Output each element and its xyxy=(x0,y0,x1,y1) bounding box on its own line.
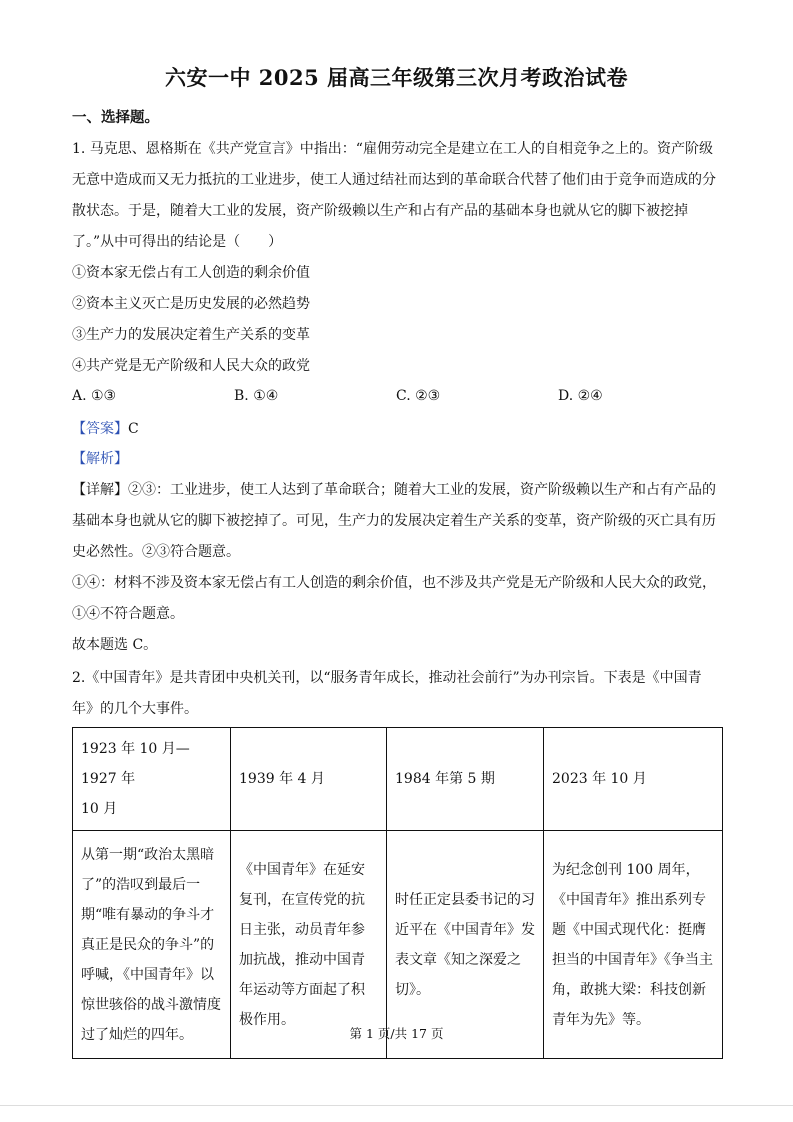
q1-detail-line: ①④：材料不涉及资本家无偿占有工人创造的剩余价值，也不涉及共产党是无产阶级和人民大众的政党， xyxy=(72,575,716,591)
table-header-row xyxy=(73,728,723,831)
table-cell: 为纪念创刊 100 周年，《中国青年》推出系列专题《中国式现代化：挺膺担当的中国青年》《争当主角，敢挑大梁：科技创新青年为先》等。 xyxy=(544,831,723,1059)
q1-stem-line: 散状态。于是，随着大工业的发展，资产阶级赖以生产和占有产品的基础本身也就从它的脚下被挖掉 xyxy=(72,203,688,219)
section-heading: 一、选择题。 xyxy=(72,109,159,126)
table-cell: 《中国青年》在延安复刊，在宣传党的抗日主张，动员青年参加抗战，推动中国青年运动等方面起了积极作用。 xyxy=(231,831,387,1059)
detail-label: 【详解】 xyxy=(72,482,128,498)
answer-label: 【答案】 xyxy=(72,421,128,437)
q1-answer xyxy=(72,414,724,445)
page-title: 六安一中 2025 届高三年级第三次月考政治试卷 xyxy=(164,65,629,90)
q1-statement: ④共产党是无产阶级和人民大众的政党 xyxy=(72,358,310,374)
table-header-cell: 1984 年第 5 期 xyxy=(387,728,544,831)
table-header-cell: 1939 年 4 月 xyxy=(231,728,387,831)
table-header-cell: 1923 年 10 月—1927 年 10 月 xyxy=(73,728,231,831)
q1-statement: ①资本家无偿占有工人创造的剩余价值 xyxy=(72,265,310,281)
q1-stem-line: 无意中造成而又无力抵抗的工业进步，使工人通过结社而达到的革命联合代替了他们由于竞争而造成的分 xyxy=(72,172,716,188)
q1-stem-line: 1. 马克思、恩格斯在《共产党宣言》中指出：“雇佣劳动完全是建立在工人的自相竞争之上的。资产阶级 xyxy=(72,141,713,157)
q1-option-c: C. ②③ xyxy=(396,388,441,404)
q2-stem-line: 2.《中国青年》是共青团中央机关刊，以“服务青年成长，推动社会前行”为办刊宗旨。下表是《中国青 xyxy=(72,670,702,686)
table-cell: 从第一期“政治太黑暗了”的浩叹到最后一期“唯有暴动的争斗才真正是民众的争斗”的呼喊，《中国青年》以惊世骇俗的战斗激情度过了灿烂的四年。 xyxy=(73,831,231,1059)
q1-option-a: A. ①③ xyxy=(72,388,117,404)
analysis-label: 【解析】 xyxy=(72,451,128,467)
q1-detail-line: 史必然性。②③符合题意。 xyxy=(72,544,240,560)
q1-detail-line: 基础本身也就从它的脚下被挖掉了。可见，生产力的发展决定着生产关系的变革，资产阶级的灭亡具有历 xyxy=(72,513,716,529)
q1-statement: ②资本主义灭亡是历史发展的必然趋势 xyxy=(72,296,310,312)
q1-option-b: B. ①④ xyxy=(234,388,279,404)
page-footer: 第 1 页/共 17 页 xyxy=(349,1026,444,1041)
bottom-divider xyxy=(0,1105,793,1106)
events-table xyxy=(72,727,723,1059)
q1-detail-line: ①④不符合题意。 xyxy=(72,606,184,622)
table-cell: 时任正定县委书记的习近平在《中国青年》发表文章《知之深爱之切》。 xyxy=(387,831,544,1059)
table-header-cell: 2023 年 10 月 xyxy=(544,728,723,831)
q1-stem-line: 了。”从中可得出的结论是（ ） xyxy=(72,234,283,250)
answer-value: C xyxy=(128,421,139,437)
q1-option-d: D. ②④ xyxy=(558,388,603,404)
q2-stem-line: 年》的几个大事件。 xyxy=(72,701,198,717)
q1-detail-line: 【详解】②③：工业进步，使工人达到了革命联合；随着大工业的发展，资产阶级赖以生产和占有产品的 xyxy=(72,482,716,498)
q1-detail-line: 故本题选 C。 xyxy=(72,637,158,653)
q1-statement: ③生产力的发展决定着生产关系的变革 xyxy=(72,327,310,343)
